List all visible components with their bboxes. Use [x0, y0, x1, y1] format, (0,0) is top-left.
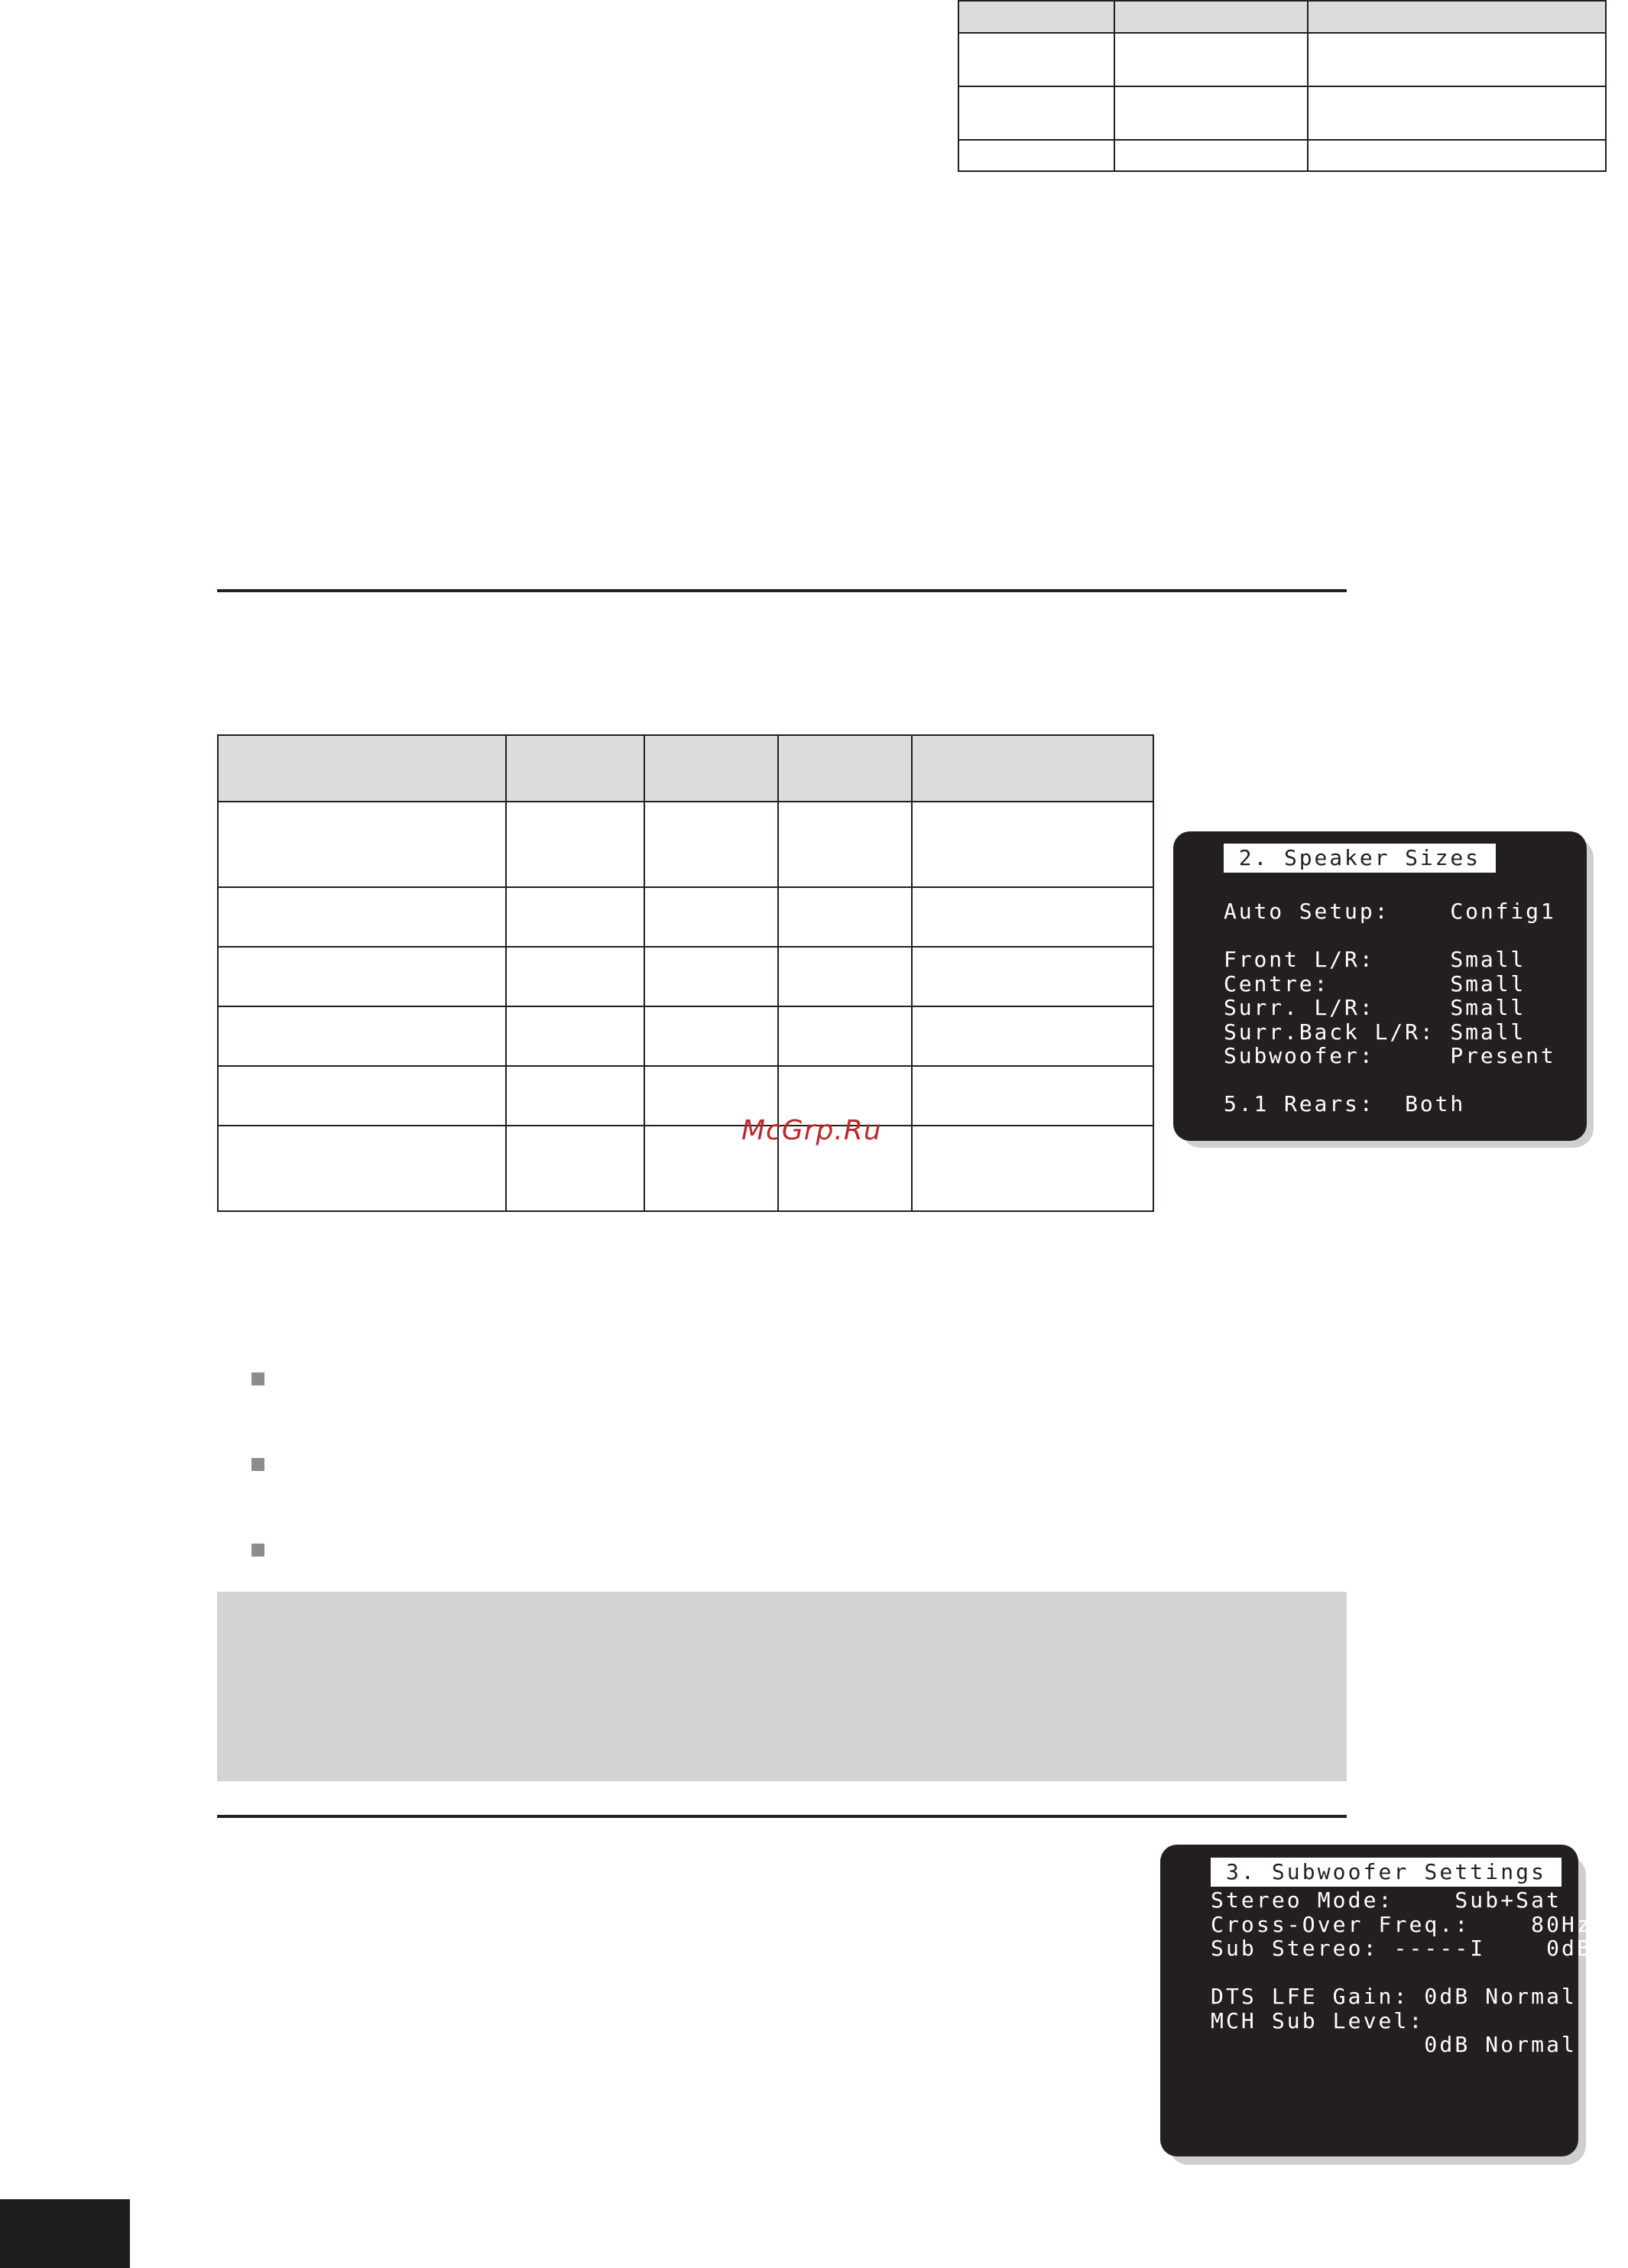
table-cell [912, 1006, 1153, 1066]
note-box [217, 1592, 1347, 1781]
screen-title: 3. Subwoofer Settings [1211, 1858, 1562, 1887]
screen-line: 5.1 Rears: Both [1224, 1091, 1466, 1116]
section-divider [217, 589, 1347, 592]
table-cell [644, 802, 778, 887]
table-cell [912, 1066, 1153, 1126]
top-table [958, 0, 1607, 172]
screen-line: Subwoofer: Present [1224, 1043, 1556, 1068]
table-cell [506, 887, 644, 947]
table-cell [1114, 86, 1308, 140]
table-cell [506, 947, 644, 1006]
screen-line: Stereo Mode: Sub+Sat [1211, 1887, 1562, 1913]
table-cell [912, 947, 1153, 1006]
table-cell [1308, 140, 1606, 171]
table-cell [958, 140, 1114, 171]
table-cell [912, 887, 1153, 947]
screen-line: MCH Sub Level: [1211, 2008, 1425, 2033]
table-cell [506, 1066, 644, 1126]
table-cell [218, 947, 506, 1006]
screen-line: Front L/R: Small [1224, 947, 1526, 972]
table-cell [958, 86, 1114, 140]
table-cell [912, 802, 1153, 887]
speaker-sizes-screen [1173, 831, 1587, 1141]
screen-line: DTS LFE Gain: 0dB Normal [1211, 1984, 1577, 2009]
page-tab [0, 2199, 130, 2268]
screen-line: Cross-Over Freq.: 80Hz [1211, 1912, 1592, 1937]
table-header-cell [1114, 1, 1308, 33]
bullet-marker [251, 1458, 264, 1471]
table-cell [218, 887, 506, 947]
table-header-cell [218, 735, 506, 802]
table-cell [958, 33, 1114, 86]
bullet-marker [251, 1544, 264, 1557]
table-header-cell [912, 735, 1153, 802]
screen-line: Auto Setup: Config1 [1224, 899, 1556, 924]
table-header-cell [506, 735, 644, 802]
table-cell [1308, 86, 1606, 140]
screen-title: 2. Speaker Sizes [1224, 844, 1496, 873]
table-cell [644, 947, 778, 1006]
speaker-table [217, 734, 1154, 1212]
table-cell [218, 1126, 506, 1211]
table-cell [218, 1006, 506, 1066]
screen-line: Centre: Small [1224, 971, 1526, 996]
table-cell [778, 802, 912, 887]
table-cell [644, 1006, 778, 1066]
subwoofer-settings-screen [1160, 1845, 1592, 2156]
table-cell [1114, 33, 1308, 86]
screen-line: Surr.Back L/R: Small [1224, 1019, 1526, 1045]
table-cell [912, 1126, 1153, 1211]
watermark: McGrp.Ru [741, 1115, 882, 1146]
bullet-marker [251, 1372, 264, 1385]
table-cell [1308, 33, 1606, 86]
table-cell [1114, 140, 1308, 171]
table-cell [644, 887, 778, 947]
table-cell [778, 947, 912, 1006]
screen-line: 0dB Normal [1211, 2032, 1577, 2057]
table-header-cell [958, 1, 1114, 33]
table-header-cell [1308, 1, 1606, 33]
table-header-cell [644, 735, 778, 802]
table-cell [778, 887, 912, 947]
table-cell [778, 1006, 912, 1066]
table-cell [506, 1006, 644, 1066]
section-divider [217, 1815, 1347, 1818]
table-cell [218, 802, 506, 887]
table-cell [218, 1066, 506, 1126]
screen-line: Surr. L/R: Small [1224, 995, 1526, 1020]
table-header-cell [778, 735, 912, 802]
screen-line: Sub Stereo: -----I 0dB [1211, 1936, 1592, 1961]
table-cell [506, 802, 644, 887]
table-cell [506, 1126, 644, 1211]
